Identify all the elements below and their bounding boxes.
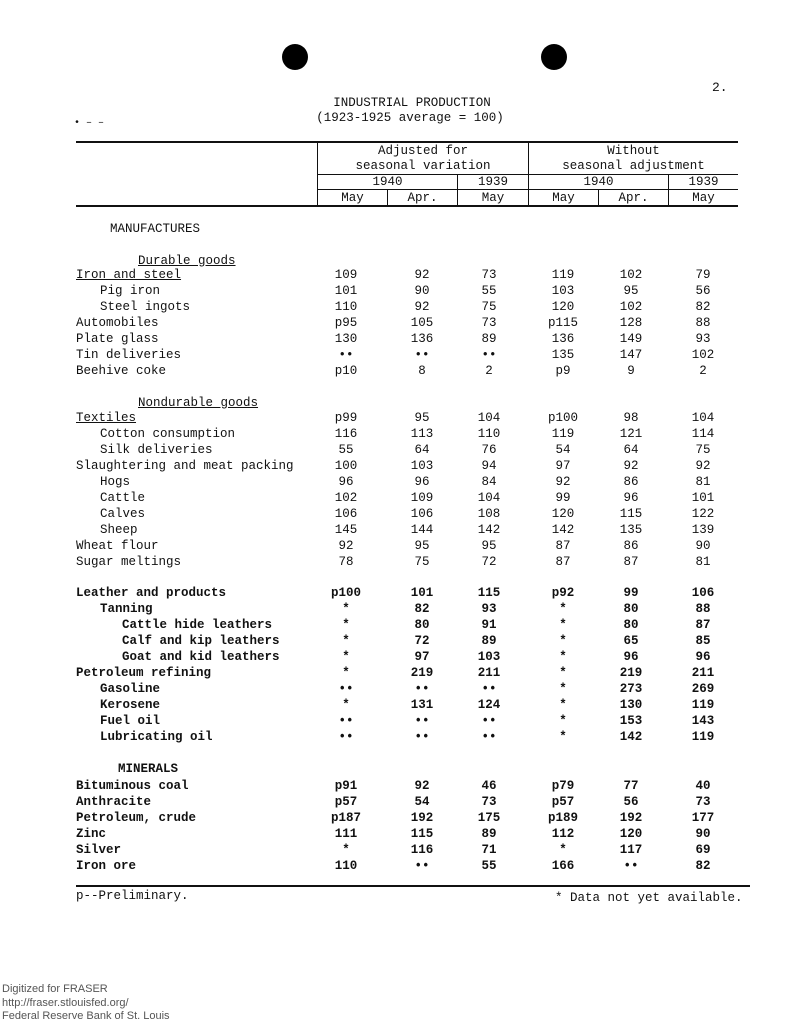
table-row (0, 459, 807, 474)
row-label: Calf and kip leathers (122, 634, 280, 648)
row-value-col6: 90 (695, 827, 711, 841)
row-value-col5: 219 (619, 666, 643, 680)
row-value-col4: 92 (555, 475, 571, 489)
row-label: Cattle hide leathers (122, 618, 273, 632)
digitized-stamp-link[interactable]: http://fraser.stlouisfed.org/ (2, 997, 129, 1009)
table-row (0, 682, 807, 697)
row-value-col6: 87 (695, 618, 711, 632)
row-value-col1: p187 (330, 811, 361, 825)
row-value-col6: 96 (695, 650, 711, 664)
row-value-col3: 89 (481, 634, 497, 648)
row-value-col5: 153 (619, 714, 643, 728)
row-value-col5: 102 (619, 300, 643, 314)
row-value-col4: p9 (555, 364, 571, 378)
table-row (0, 523, 807, 538)
table-row (0, 300, 807, 315)
row-value-col6: 93 (695, 332, 711, 346)
row-value-col5: 80 (623, 618, 639, 632)
table-top-rule (76, 141, 738, 143)
row-value-col3: •• (481, 730, 497, 744)
row-value-col3: 94 (481, 459, 497, 473)
row-value-col2: •• (414, 730, 430, 744)
row-value-col4: 136 (551, 332, 575, 346)
row-label: Cattle (100, 491, 146, 505)
row-value-col4: * (559, 843, 567, 857)
row-value-col3: 95 (481, 539, 497, 553)
row-value-col3: 73 (481, 795, 497, 809)
row-value-col3: 91 (481, 618, 497, 632)
row-value-col2: •• (414, 682, 430, 696)
page-subtitle: (1923-1925 average = 100) (316, 111, 504, 125)
row-value-col6: 269 (691, 682, 715, 696)
row-value-col2: 136 (410, 332, 434, 346)
row-value-col3: 110 (477, 427, 501, 441)
row-value-col3: 124 (477, 698, 501, 712)
left-margin-mark: • ‒ ‒ (74, 118, 105, 129)
row-value-col4: 120 (551, 300, 575, 314)
row-value-col4: 99 (555, 491, 571, 505)
row-value-col1: * (342, 618, 350, 632)
row-value-col1: •• (338, 348, 354, 362)
row-value-col6: 101 (691, 491, 715, 505)
row-value-col1: p57 (334, 795, 358, 809)
row-value-col1: * (342, 698, 350, 712)
row-value-col4: * (559, 618, 567, 632)
row-label: Bituminous coal (76, 779, 189, 793)
row-value-col3: 175 (477, 811, 501, 825)
row-value-col2: •• (414, 348, 430, 362)
row-value-col4: * (559, 650, 567, 664)
header-adjusted-line2: seasonal variation (355, 159, 491, 173)
row-value-col1: p10 (334, 364, 358, 378)
row-value-col2: 109 (410, 491, 434, 505)
row-value-col3: 55 (481, 859, 497, 873)
row-value-col6: 92 (695, 459, 711, 473)
row-value-col3: 104 (477, 491, 501, 505)
row-value-col1: 130 (334, 332, 358, 346)
row-value-col4: 87 (555, 539, 571, 553)
row-value-col1: * (342, 843, 350, 857)
row-value-col1: 100 (334, 459, 358, 473)
row-value-col6: 79 (695, 268, 711, 282)
row-value-col5: 64 (623, 443, 639, 457)
row-value-col2: 90 (414, 284, 430, 298)
table-row (0, 827, 807, 842)
table-row (0, 634, 807, 649)
row-value-col3: 103 (477, 650, 501, 664)
row-value-col6: 106 (691, 586, 715, 600)
row-label: Automobiles (76, 316, 159, 330)
row-value-col2: 92 (414, 779, 430, 793)
row-label: Zinc (76, 827, 107, 841)
row-label: Silver (76, 843, 122, 857)
table-row (0, 666, 807, 681)
row-value-col6: 82 (695, 859, 711, 873)
row-value-col6: 85 (695, 634, 711, 648)
row-value-col5: 102 (619, 268, 643, 282)
row-value-col5: 9 (627, 364, 635, 378)
row-value-col2: 113 (410, 427, 434, 441)
row-value-col2: 75 (414, 555, 430, 569)
row-label: Fuel oil (100, 714, 161, 728)
row-value-col2: 95 (414, 539, 430, 553)
table-bottom-rule (76, 885, 750, 887)
header-year-1939-unadj: 1939 (688, 175, 719, 189)
row-value-col6: 82 (695, 300, 711, 314)
header-year-1939-adj: 1939 (477, 175, 508, 189)
row-value-col2: 8 (418, 364, 426, 378)
row-label: Slaughtering and meat packing (76, 459, 294, 473)
table-row (0, 586, 807, 601)
row-value-col6: 139 (691, 523, 715, 537)
row-value-col3: 211 (477, 666, 501, 680)
table-row (0, 650, 807, 665)
row-label: Textiles (76, 411, 137, 425)
row-value-col3: 93 (481, 602, 497, 616)
table-row (0, 539, 807, 554)
row-label: Plate glass (76, 332, 159, 346)
row-value-col5: 96 (623, 491, 639, 505)
row-value-col6: 75 (695, 443, 711, 457)
header-col-may-1939-adj: May (481, 191, 505, 205)
table-row (0, 859, 807, 874)
row-value-col4: 103 (551, 284, 575, 298)
row-label: Petroleum refining (76, 666, 212, 680)
row-value-col2: 92 (414, 268, 430, 282)
row-value-col1: 78 (338, 555, 354, 569)
row-label: Lubricating oil (100, 730, 213, 744)
row-label: Silk deliveries (100, 443, 213, 457)
row-value-col3: 115 (477, 586, 501, 600)
table-row (0, 811, 807, 826)
row-value-col5: 273 (619, 682, 643, 696)
row-value-col2: 105 (410, 316, 434, 330)
row-value-col2: •• (414, 714, 430, 728)
row-value-col2: 64 (414, 443, 430, 457)
row-value-col2: 144 (410, 523, 434, 537)
row-value-col3: 73 (481, 268, 497, 282)
row-value-col3: •• (481, 348, 497, 362)
row-value-col1: 92 (338, 539, 354, 553)
row-value-col2: 92 (414, 300, 430, 314)
row-value-col3: 72 (481, 555, 497, 569)
row-value-col3: 84 (481, 475, 497, 489)
row-value-col6: 88 (695, 602, 711, 616)
row-value-col2: 192 (410, 811, 434, 825)
header-col-may-1939-unadj: May (692, 191, 715, 205)
row-value-col3: 76 (481, 443, 497, 457)
row-value-col3: •• (481, 714, 497, 728)
row-value-col3: 2 (485, 364, 493, 378)
row-label: Cotton consumption (100, 427, 236, 441)
row-value-col4: 120 (551, 507, 575, 521)
row-value-col4: p92 (551, 586, 575, 600)
row-value-col2: 106 (410, 507, 434, 521)
row-label: Beehive coke (76, 364, 167, 378)
table-row (0, 443, 807, 458)
footnote-preliminary: p--Preliminary. (76, 889, 189, 903)
row-value-col1: 106 (334, 507, 358, 521)
row-value-col5: 56 (623, 795, 639, 809)
row-value-col3: 108 (477, 507, 501, 521)
row-value-col4: 97 (555, 459, 571, 473)
row-value-col1: 145 (334, 523, 358, 537)
section-durable-goods: Durable goods (138, 254, 236, 268)
table-row (0, 316, 807, 331)
row-value-col4: 135 (551, 348, 575, 362)
row-value-col3: 75 (481, 300, 497, 314)
row-value-col4: 166 (551, 859, 575, 873)
row-value-col2: 219 (410, 666, 434, 680)
row-value-col6: 143 (691, 714, 715, 728)
row-value-col2: •• (414, 859, 430, 873)
digitized-stamp-line3: Federal Reserve Bank of St. Louis (2, 1010, 170, 1022)
table-row (0, 268, 807, 283)
row-value-col1: 111 (334, 827, 358, 841)
row-value-col4: * (559, 682, 567, 696)
row-value-col4: p115 (547, 316, 578, 330)
row-value-col4: * (559, 602, 567, 616)
row-value-col6: 2 (699, 364, 707, 378)
digitized-stamp-line1: Digitized for FRASER (2, 983, 108, 995)
row-value-col3: 73 (481, 316, 497, 330)
row-value-col4: p79 (551, 779, 575, 793)
row-value-col1: 101 (334, 284, 358, 298)
row-value-col2: 103 (410, 459, 434, 473)
row-value-col5: 95 (623, 284, 639, 298)
header-col-apr-1940-unadj: Apr. (618, 191, 649, 205)
row-value-col1: p99 (334, 411, 358, 425)
row-label: Gasoline (100, 682, 161, 696)
row-label: Iron and steel (76, 268, 182, 282)
row-value-col5: 128 (619, 316, 643, 330)
page-number: 2. (712, 80, 728, 95)
row-value-col1: 109 (334, 268, 358, 282)
section-nondurable-goods: Nondurable goods (138, 396, 259, 410)
row-label: Leather and products (76, 586, 227, 600)
table-row (0, 348, 807, 363)
section-minerals: MINERALS (118, 762, 179, 776)
row-value-col4: 119 (551, 427, 575, 441)
table-row (0, 843, 807, 858)
table-row (0, 411, 807, 426)
row-value-col5: 142 (619, 730, 643, 744)
row-value-col4: * (559, 698, 567, 712)
row-value-col2: 101 (410, 586, 434, 600)
row-value-col5: 98 (623, 411, 639, 425)
row-value-col3: 46 (481, 779, 497, 793)
row-value-col4: p100 (547, 411, 578, 425)
row-value-col5: 80 (623, 602, 639, 616)
row-value-col1: p91 (334, 779, 358, 793)
row-value-col5: 192 (619, 811, 643, 825)
row-value-col2: 82 (414, 602, 430, 616)
row-value-col2: 131 (410, 698, 434, 712)
row-value-col4: * (559, 730, 567, 744)
row-value-col5: 86 (623, 539, 639, 553)
row-value-col4: 54 (555, 443, 571, 457)
row-value-col1: * (342, 634, 350, 648)
row-label: Kerosene (100, 698, 161, 712)
row-value-col6: 119 (691, 698, 715, 712)
row-value-col6: 102 (691, 348, 715, 362)
punch-hole-left (282, 44, 308, 70)
row-value-col6: 40 (695, 779, 711, 793)
row-value-col6: 81 (695, 475, 711, 489)
row-value-col3: 142 (477, 523, 501, 537)
row-value-col1: * (342, 602, 350, 616)
row-value-col5: 99 (623, 586, 639, 600)
header-year-1940-unadj: 1940 (583, 175, 614, 189)
row-value-col5: 92 (623, 459, 639, 473)
row-value-col6: 56 (695, 284, 711, 298)
table-row (0, 507, 807, 522)
row-value-col4: * (559, 634, 567, 648)
table-row (0, 284, 807, 299)
row-value-col1: p95 (334, 316, 358, 330)
row-value-col5: 130 (619, 698, 643, 712)
row-value-col2: 96 (414, 475, 430, 489)
row-value-col1: 116 (334, 427, 358, 441)
table-row (0, 491, 807, 506)
page-title: INDUSTRIAL PRODUCTION (333, 96, 491, 110)
row-value-col4: 119 (551, 268, 575, 282)
row-value-col5: 120 (619, 827, 643, 841)
row-value-col3: 71 (481, 843, 497, 857)
row-value-col6: 73 (695, 795, 711, 809)
row-value-col1: p100 (330, 586, 361, 600)
row-value-col2: 54 (414, 795, 430, 809)
row-value-col1: •• (338, 714, 354, 728)
row-value-col6: 69 (695, 843, 711, 857)
row-value-col3: 104 (477, 411, 501, 425)
table-row (0, 427, 807, 442)
row-value-col6: 90 (695, 539, 711, 553)
row-value-col2: 72 (414, 634, 430, 648)
row-value-col1: * (342, 666, 350, 680)
row-value-col4: p57 (551, 795, 575, 809)
row-label: Anthracite (76, 795, 152, 809)
row-value-col4: * (559, 666, 567, 680)
header-col-apr-1940-adj: Apr. (407, 191, 438, 205)
table-row (0, 364, 807, 379)
row-value-col4: 112 (551, 827, 575, 841)
row-label: Goat and kid leathers (122, 650, 280, 664)
punch-hole-right (541, 44, 567, 70)
row-value-col5: 65 (623, 634, 639, 648)
row-value-col1: 110 (334, 859, 358, 873)
table-row (0, 779, 807, 794)
row-value-col6: 114 (691, 427, 715, 441)
table-row (0, 618, 807, 633)
table-row (0, 795, 807, 810)
row-value-col5: •• (623, 859, 639, 873)
row-value-col6: 81 (695, 555, 711, 569)
row-value-col6: 177 (691, 811, 715, 825)
row-value-col5: 147 (619, 348, 643, 362)
row-value-col5: 115 (619, 507, 643, 521)
table-row (0, 555, 807, 570)
row-value-col3: •• (481, 682, 497, 696)
row-label: Iron ore (76, 859, 137, 873)
header-bottom-rule (76, 205, 738, 207)
row-value-col5: 96 (623, 650, 639, 664)
row-value-col6: 119 (691, 730, 715, 744)
row-value-col3: 55 (481, 284, 497, 298)
table-row (0, 332, 807, 347)
row-value-col1: 55 (338, 443, 354, 457)
row-value-col5: 117 (619, 843, 643, 857)
row-value-col1: •• (338, 682, 354, 696)
row-value-col5: 135 (619, 523, 643, 537)
row-value-col5: 77 (623, 779, 639, 793)
row-value-col1: 96 (338, 475, 354, 489)
row-value-col6: 122 (691, 507, 715, 521)
row-value-col1: •• (338, 730, 354, 744)
row-value-col3: 89 (481, 332, 497, 346)
row-value-col5: 149 (619, 332, 643, 346)
row-label: Steel ingots (100, 300, 191, 314)
row-value-col2: 97 (414, 650, 430, 664)
row-label: Sheep (100, 523, 138, 537)
row-value-col6: 104 (691, 411, 715, 425)
row-value-col4: p189 (547, 811, 578, 825)
row-value-col2: 116 (410, 843, 434, 857)
row-label: Sugar meltings (76, 555, 182, 569)
table-row (0, 714, 807, 729)
row-value-col2: 115 (410, 827, 434, 841)
header-col-may-1940-unadj: May (552, 191, 575, 205)
row-label: Tanning (100, 602, 153, 616)
row-label: Tin deliveries (76, 348, 182, 362)
header-unadjusted-line1: Without (607, 144, 660, 158)
row-value-col2: 95 (414, 411, 430, 425)
row-value-col1: * (342, 650, 350, 664)
header-adjusted-line1: Adjusted for (377, 144, 468, 158)
row-value-col3: 89 (481, 827, 497, 841)
table-row (0, 730, 807, 745)
table-row (0, 602, 807, 617)
row-value-col4: * (559, 714, 567, 728)
row-value-col5: 121 (619, 427, 643, 441)
header-col-may-1940-adj: May (341, 191, 364, 205)
row-label: Petroleum, crude (76, 811, 197, 825)
row-value-col6: 88 (695, 316, 711, 330)
table-row (0, 475, 807, 490)
header-unadjusted-line2: seasonal adjustment (562, 159, 705, 173)
row-value-col1: 110 (334, 300, 358, 314)
row-label: Hogs (100, 475, 131, 489)
row-value-col5: 86 (623, 475, 639, 489)
section-manufactures: MANUFACTURES (110, 222, 201, 236)
row-value-col6: 211 (691, 666, 715, 680)
row-value-col2: 80 (414, 618, 430, 632)
row-label: Pig iron (100, 284, 161, 298)
table-row (0, 698, 807, 713)
row-value-col4: 87 (555, 555, 571, 569)
row-label: Calves (100, 507, 146, 521)
header-year-1940-adj: 1940 (372, 175, 403, 189)
footnote-not-available: * Data not yet available. (555, 891, 743, 905)
row-label: Wheat flour (76, 539, 159, 553)
row-value-col5: 87 (623, 555, 639, 569)
row-value-col1: 102 (334, 491, 358, 505)
row-value-col4: 142 (551, 523, 575, 537)
